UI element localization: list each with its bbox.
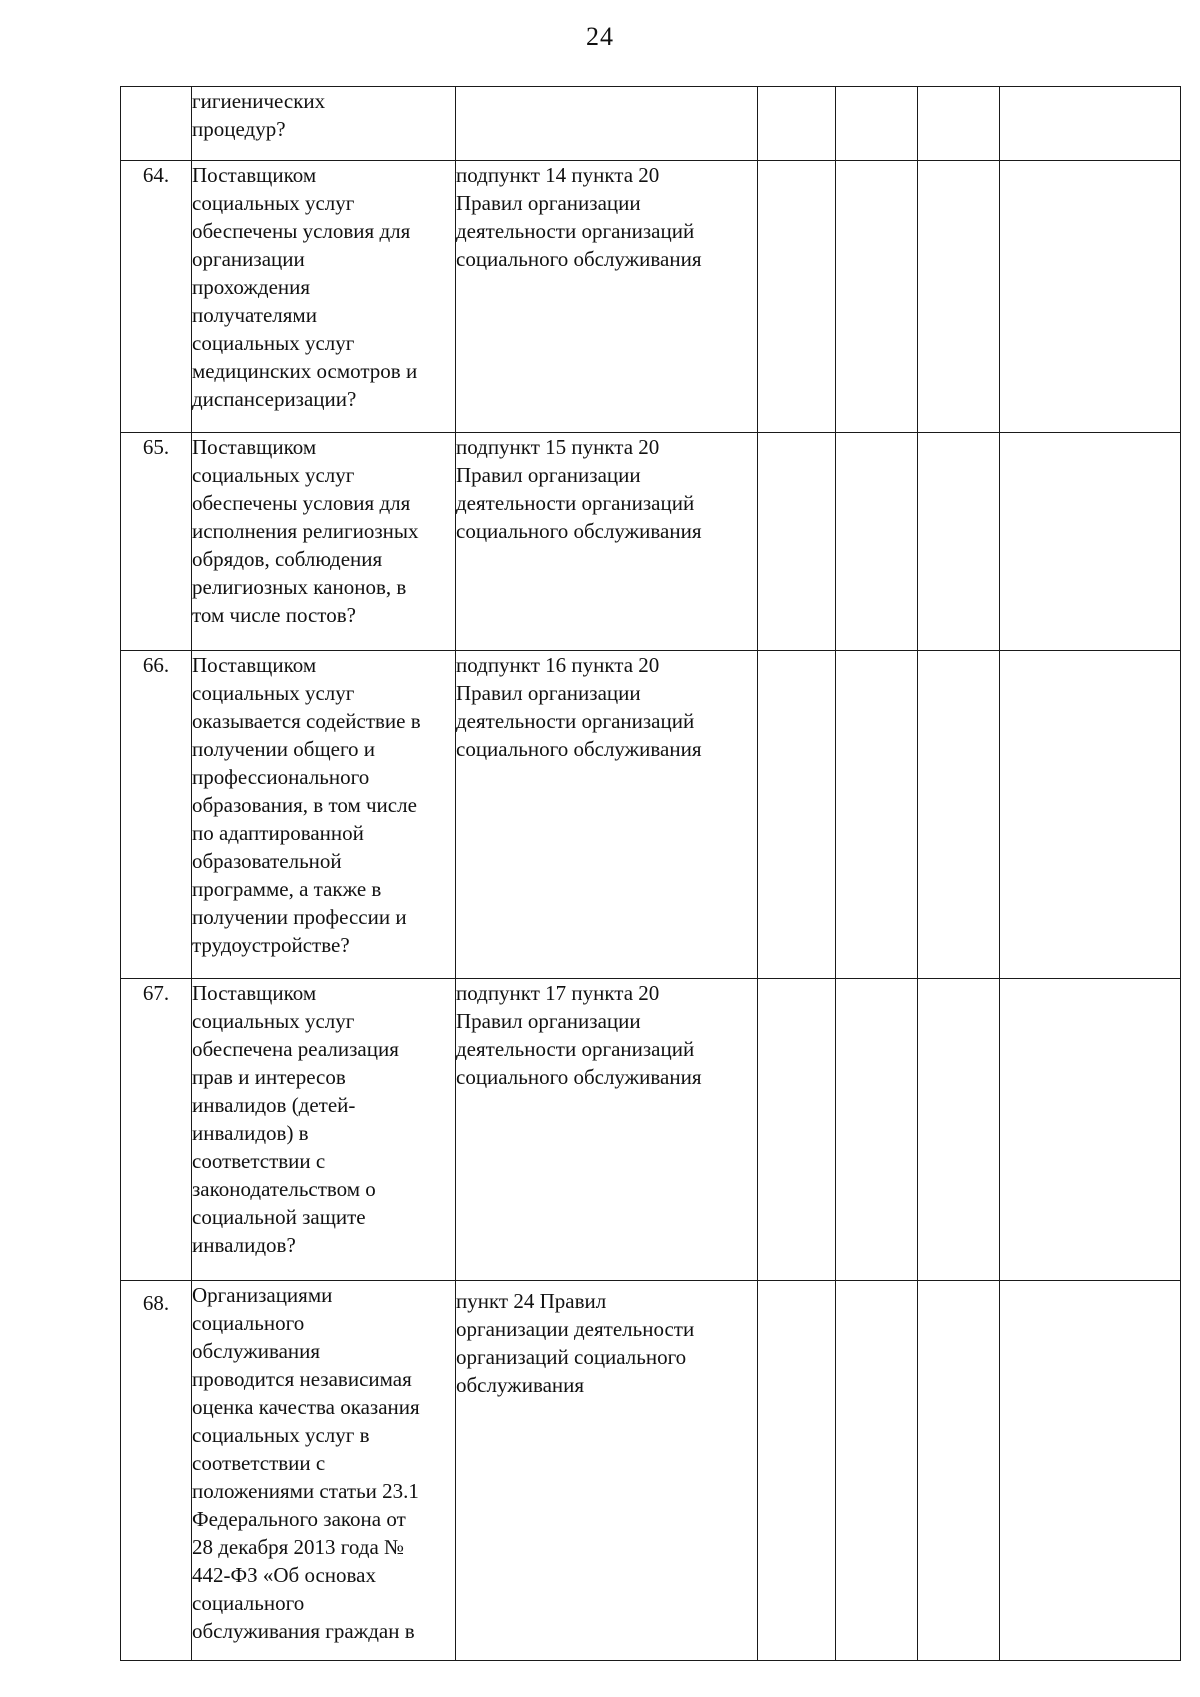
- table-row: [121, 87, 1181, 161]
- row-number: 65.: [121, 433, 192, 651]
- legal-basis: [456, 87, 758, 161]
- answer-cell-no[interactable]: [836, 87, 918, 161]
- row-number: 68.: [121, 1281, 192, 1661]
- row-number: 66.: [121, 651, 192, 979]
- checklist-table-container: [120, 86, 1180, 1661]
- legal-basis: пункт 24 Правил организации деятельности организаций социального обслуживания: [456, 1281, 758, 1661]
- legal-basis: подпункт 17 пункта 20 Правил организации деятельности организаций социального обслуживания: [456, 979, 758, 1281]
- table-row: [121, 161, 1181, 433]
- requirement-question: Организациями социального обслуживания проводится независимая оценка качества оказания социальных услуг в соответствии с положениями статьи 23.1 Федерального закона от 28 декабря 2013 года № 442-ФЗ «Об основах социального обслуживания граждан в: [192, 1281, 456, 1661]
- table-row: [121, 979, 1181, 1281]
- note-cell[interactable]: [1000, 1281, 1181, 1661]
- answer-cell-yes[interactable]: [758, 1281, 836, 1661]
- requirement-question: Поставщиком социальных услуг обеспечены условия для организации прохождения получателями социальных услуг медицинских осмотров и диспансеризации?: [192, 161, 456, 433]
- legal-basis: подпункт 16 пункта 20 Правил организации деятельности организаций социального обслуживания: [456, 651, 758, 979]
- answer-cell-no[interactable]: [836, 651, 918, 979]
- answer-cell-no[interactable]: [836, 433, 918, 651]
- legal-basis: подпункт 15 пункта 20 Правил организации деятельности организаций социального обслуживания: [456, 433, 758, 651]
- note-cell[interactable]: [1000, 87, 1181, 161]
- note-cell[interactable]: [1000, 433, 1181, 651]
- row-number: 67.: [121, 979, 192, 1281]
- answer-cell-no[interactable]: [836, 161, 918, 433]
- table-row: [121, 651, 1181, 979]
- answer-cell-no[interactable]: [836, 979, 918, 1281]
- requirement-question: Поставщиком социальных услуг обеспечена реализация прав и интересов инвалидов (детей- инвалидов) в соответствии с законодательством о социальной защите инвалидов?: [192, 979, 456, 1281]
- answer-cell-na[interactable]: [918, 979, 1000, 1281]
- answer-cell-na[interactable]: [918, 87, 1000, 161]
- note-cell[interactable]: [1000, 979, 1181, 1281]
- legal-basis: подпункт 14 пункта 20 Правил организации деятельности организаций социального обслуживания: [456, 161, 758, 433]
- answer-cell-no[interactable]: [836, 1281, 918, 1661]
- answer-cell-na[interactable]: [918, 433, 1000, 651]
- table-row: [121, 433, 1181, 651]
- row-number: 64.: [121, 161, 192, 433]
- answer-cell-yes[interactable]: [758, 87, 836, 161]
- answer-cell-yes[interactable]: [758, 651, 836, 979]
- requirement-question: Поставщиком социальных услуг оказывается содействие в получении общего и профессионального образования, в том числе по адаптированной образовательной программе, а также в получении профессии и трудоустройстве?: [192, 651, 456, 979]
- note-cell[interactable]: [1000, 161, 1181, 433]
- answer-cell-na[interactable]: [918, 1281, 1000, 1661]
- checklist-table: [120, 86, 1181, 1661]
- page-number: 24: [586, 22, 614, 51]
- requirement-question: гигиенических процедур?: [192, 87, 456, 161]
- answer-cell-yes[interactable]: [758, 433, 836, 651]
- answer-cell-yes[interactable]: [758, 979, 836, 1281]
- requirement-question: Поставщиком социальных услуг обеспечены условия для исполнения религиозных обрядов, соблюдения религиозных канонов, в том числе постов?: [192, 433, 456, 651]
- table-row: [121, 1281, 1181, 1661]
- answer-cell-yes[interactable]: [758, 161, 836, 433]
- note-cell[interactable]: [1000, 651, 1181, 979]
- answer-cell-na[interactable]: [918, 161, 1000, 433]
- row-number: [121, 87, 192, 161]
- answer-cell-na[interactable]: [918, 651, 1000, 979]
